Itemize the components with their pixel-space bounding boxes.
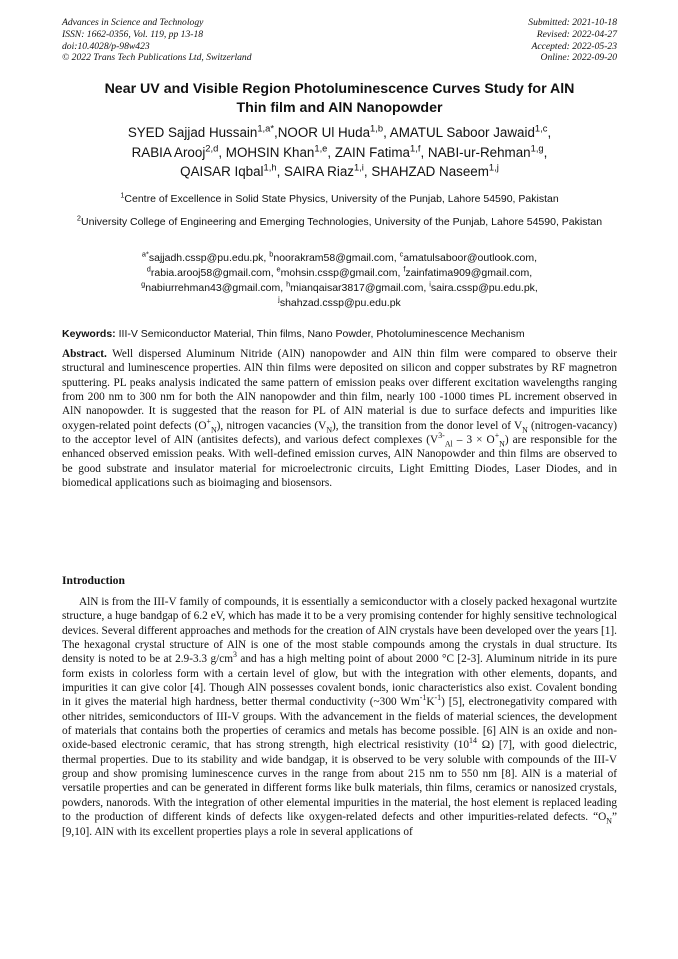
- author-affiliation: 1,b: [370, 123, 384, 134]
- email-marker: j: [278, 294, 280, 304]
- email-list: [62, 251, 617, 311]
- affiliation-text: University College of Engineering and Emerging Technologies, University of the Punjab, Lahore 54590, Pakistan: [81, 216, 603, 228]
- email[interactable]: zainfatima909@gmail.com: [405, 267, 530, 279]
- email-marker: d: [146, 264, 151, 274]
- journal-name: Advances in Science and Technology: [62, 17, 204, 28]
- keywords-label: Keywords:: [62, 328, 116, 340]
- email[interactable]: rabia.arooj58@gmail.com: [150, 267, 271, 279]
- publication-dates: [528, 17, 617, 64]
- subscript: N: [210, 424, 217, 434]
- email[interactable]: shahzad.cssp@pu.edu.pk: [279, 297, 401, 309]
- superscript: -1: [434, 693, 442, 703]
- abstract-text: ), nitrogen vacancies (V: [216, 419, 327, 432]
- email-marker: f: [403, 264, 406, 274]
- doi: doi:10.4028/p-98w423: [62, 40, 150, 52]
- abstract-text: – 3 × O: [452, 434, 495, 447]
- affiliation-2: [62, 215, 617, 230]
- intro-text: ” [9,10]. AlN with its excellent properties plays a role in several applications of: [62, 811, 617, 838]
- paper-title: [62, 80, 617, 118]
- keywords-text: III-V Semiconductor Material, Thin films, Nano Powder, Photoluminescence Mechanism: [118, 328, 525, 340]
- subscript: N: [522, 424, 528, 434]
- intro-text: Ω) [7], with good dielectric, thermal properties. Due to its stability and wide bandgap, it is observed to be very soluble with compounds of the III-V group and show promising luminescence curves in the range from about 215 nm to 550 nm [8]. AlN is a material of versatile properties and can be generated in different forms like bulk materials, thin films, ceramics or nanosized crystals, powders, nanorods. With the integration of other elemental impurities in the material, the host element is replaced leading to the production of different kinds of defects like oxygen-related defects and other impurities-related defects. “O: [62, 739, 617, 824]
- email[interactable]: noorakram58@gmail.com: [273, 252, 394, 264]
- email-line-1: $^{a*}$sajjadh.cssp@pu.edu.pk, $^b$noorakram58@gmail.com, $^c$amatulsaboor@outlook.com,: [141, 249, 538, 264]
- author-affiliation: 1,e: [314, 143, 328, 154]
- email-marker: i: [429, 279, 431, 289]
- affiliation-text: Centre of Excellence in Solid State Physics, University of the Punjab, Lahore 54590, Pakistan: [124, 193, 559, 205]
- intro-text: ) [5], electronegativity compared with other nitrides, semiconductors of III-V groups. With the advancement in the fields of material sciences, the development of materials that contains both the properties of ceramics and metals has become possible. [6] AlN is an oxide and non-oxide-based electronic ceramic, that has strong strength, high electrical resistivity (10: [62, 696, 617, 752]
- author: NABI-ur-Rehman: [427, 144, 531, 160]
- journal-header: [62, 17, 617, 65]
- affiliation-number: 2: [76, 213, 82, 223]
- email-marker: g: [141, 279, 146, 289]
- author-list: [62, 123, 617, 182]
- email-line-4: [62, 296, 617, 311]
- author: ZAIN Fatima: [334, 144, 411, 160]
- intro-text: AlN is from the III-V family of compounds, it is essentially a semiconductor with a closely packed hexagonal wurtzite structure, a huge bandgap of 6.2 eV, which has made it to be a very promising contender for highly sensitive technological devices. Several different approaches and methods for the creation of AlN crystals have been developed over the years [1]. The hexagonal crystal structure of AlN is one of the most stable compounds among the crystals in dual structure. Its density is noted to be at 2.9-3.3 g/cm: [62, 596, 617, 666]
- superscript: 3-: [438, 431, 445, 441]
- author-line-3: QAISAR Iqbal$^{1,h}$, SAIRA Riaz$^{1,i}$, SHAHZAD Naseem$^{1,j}$: [180, 162, 499, 180]
- superscript: +: [494, 431, 500, 441]
- email-marker: b: [269, 249, 274, 259]
- journal-info: [62, 17, 252, 64]
- email[interactable]: saira.cssp@pu.edu.pk: [430, 282, 535, 294]
- superscript: 3: [233, 650, 237, 660]
- email[interactable]: amatulsaboor@outlook.com: [403, 252, 535, 264]
- superscript: -1: [419, 693, 427, 703]
- intro-text: K: [426, 696, 435, 709]
- abstract-paragraph: [62, 347, 617, 490]
- author: SHAHZAD Naseem: [371, 164, 489, 180]
- author-affiliation: 1,i: [353, 162, 364, 173]
- email[interactable]: sajjadh.cssp@pu.edu.pk: [148, 252, 264, 264]
- email[interactable]: mohsin.cssp@gmail.com: [280, 267, 398, 279]
- author-affiliation: 1,f: [410, 143, 421, 154]
- section-heading-introduction: Introduction: [62, 574, 125, 587]
- author: SAIRA Riaz: [284, 164, 354, 180]
- author-affiliation: 1,g: [530, 143, 544, 154]
- abstract-text: (nitrogen-vacancy) to the acceptor level of AlN (antisites defects), and various defect complexes (V: [62, 419, 617, 447]
- online-date: Online: 2022-09-20: [540, 52, 617, 64]
- title-line-1: Near UV and Visible Region Photoluminescence Curves Study for AlN: [104, 81, 575, 97]
- affiliation-1: [62, 192, 617, 207]
- author-affiliation: 2,d: [205, 143, 219, 154]
- author: QAISAR Iqbal: [180, 164, 264, 180]
- author-affiliation: 1,j: [488, 162, 499, 173]
- revised-date: Revised: 2022-04-27: [536, 28, 617, 40]
- email[interactable]: mianqaisar3817@gmail.com: [290, 282, 424, 294]
- author: AMATUL Saboor Jawaid: [389, 125, 535, 140]
- author-affiliation: 1,h: [263, 162, 277, 173]
- superscript: +: [206, 416, 211, 426]
- author-affiliation: 1,c: [534, 123, 548, 134]
- author: RABIA Arooj: [131, 144, 206, 160]
- abstract-text: ), the transition from the donor level of V: [332, 419, 523, 432]
- keywords: [62, 327, 622, 341]
- email-marker: a*: [141, 249, 149, 259]
- subscript: Al: [444, 439, 453, 449]
- email-line-3: $^g$nabiurrehman43@gmail.com, $^h$mianqaisar3817@gmail.com, $^i$saira.cssp@pu.edu.pk,: [141, 279, 538, 294]
- author-line-2: RABIA Arooj$^{2,d}$, MOHSIN Khan$^{1,e}$, ZAIN Fatima$^{1,f}$, NABI-ur-Rehman$^{1,g}$,: [131, 143, 548, 160]
- abstract-text: Well dispersed Aluminum Nitride (AlN) nanopowder and AlN thin film were compared to observe their structural and luminescence properties. AlN thin films were deposited on silicon and copper substrates by RF magnetron sputtering. PL peaks analysis indicated the same pattern of emission peaks over different excitation wavelengths ranging from 200 nm to 300 nm for both the AlN nanopowder and thin film, nearly 100 -1000 times PL increment observed in AlN nanopowder. It is suggested that the reason for PL of AlN material is due to surface defects and impurities like oxygen-related point defects (O: [62, 348, 617, 432]
- affiliation-number: 1: [120, 190, 125, 200]
- email-marker: e: [276, 264, 281, 274]
- subscript: N: [606, 816, 612, 826]
- author-line-1: SYED Sajjad Hussain$^{1,a*}$,NOOR Ul Huda$^{1,b}$, AMATUL Saboor Jawaid$^{1,c}$,: [127, 123, 552, 140]
- copyright: © 2022 Trans Tech Publications Ltd, Switzerland: [62, 52, 252, 64]
- author: SYED Sajjad Hussain: [127, 125, 258, 140]
- author-affiliation: 1,a*: [257, 123, 275, 134]
- issn: ISSN: 1662-0356, Vol. 119, pp 13-18: [62, 28, 204, 40]
- email[interactable]: nabiurrehman43@gmail.com: [145, 282, 281, 294]
- introduction-paragraph: [62, 595, 617, 839]
- abstract: [62, 347, 617, 490]
- superscript: 14: [469, 736, 477, 746]
- subscript: N: [499, 439, 505, 449]
- email-line-2: $^d$rabia.arooj58@gmail.com, $^e$mohsin.cssp@gmail.com, $^f$zainfatima909@gmail.com,: [146, 264, 533, 279]
- author: NOOR Ul Huda: [277, 125, 371, 140]
- abstract-text: ) are responsible for the enhanced observed emission peaks. With well-defined emission curves, AlN Nanopowder and thin films are observed to be good substrate and insulator material for microelectronic circuits, Light Emitting Diodes, Laser Diodes, and in biomedical applications such as bioimaging and biosensors.: [62, 434, 617, 490]
- title-line-2: Thin film and AlN Nanopowder: [236, 100, 443, 116]
- introduction-body: [62, 595, 617, 839]
- abstract-label: Abstract.: [62, 348, 107, 360]
- subscript: N: [326, 424, 333, 434]
- intro-text: and has a high melting point of about 2000 °C [2-3]. Aluminum nitride in its pure form exists in colorless form with a certain level of glow, but with the integration with other elements, dopants, and impurities it can give color [4]. Though AlN possesses covalent bonds, ionic characteristics also exist. Covalent bonding in it gives the material high hardness, better thermal conductivity (~300 Wm: [62, 653, 618, 709]
- submitted-date: Submitted: 2021-10-18: [528, 17, 617, 28]
- email-marker: h: [286, 279, 291, 289]
- author: MOHSIN Khan: [225, 144, 315, 160]
- email-marker: c: [399, 249, 404, 259]
- accepted-date: Accepted: 2022-05-23: [531, 40, 617, 52]
